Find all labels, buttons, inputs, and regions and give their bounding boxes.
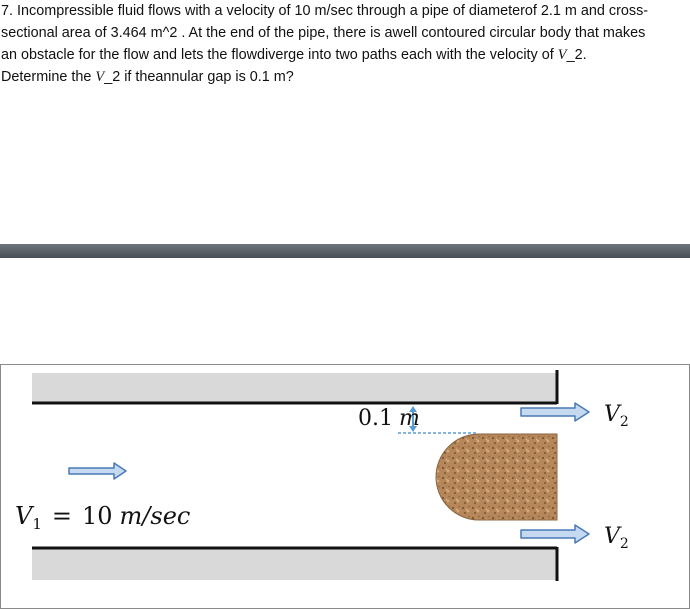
section-divider <box>0 244 690 258</box>
question-line-3-text: an obstacle for the flow and lets the flowdiverge into two paths each with the velocity of <box>1 47 558 63</box>
outlet-top-velocity-label: $V_2$ <box>604 402 629 430</box>
velocity-variable: V <box>95 69 105 85</box>
outlet-top-arrow-icon <box>521 403 589 421</box>
gap-label: 0.1 m <box>358 406 420 431</box>
contoured-body <box>436 434 557 520</box>
question-line-3-suffix: _2. <box>566 47 587 63</box>
question-line-2: sectional area of 3.464 m^2 . At the end of the pipe, there is awell contoured circular body that makes <box>1 25 646 41</box>
inlet-velocity-label: $V_1 = 10$ m/sec <box>15 502 191 533</box>
question-line-4 <box>1 66 687 88</box>
question-line-4-suffix: _2 if theannular gap is 0.1 m? <box>104 69 294 85</box>
top-pipe-wall <box>32 373 556 403</box>
flow-diagram-svg <box>1 365 689 608</box>
outlet-bottom-velocity-label: $V_2$ <box>604 524 629 552</box>
question-text <box>1 0 687 88</box>
flow-diagram <box>0 364 690 609</box>
question-line-1: 7. Incompressible fluid flows with a velocity of 10 m/sec through a pipe of diameterof 2.1 m and cross- <box>1 3 649 19</box>
velocity-variable: V <box>557 47 567 63</box>
bottom-pipe-wall <box>32 548 556 580</box>
question-line-4-text: Determine the <box>1 69 96 85</box>
inlet-arrow-icon <box>69 463 126 479</box>
outlet-bottom-arrow-icon <box>521 525 589 543</box>
question-line-3 <box>1 44 687 66</box>
